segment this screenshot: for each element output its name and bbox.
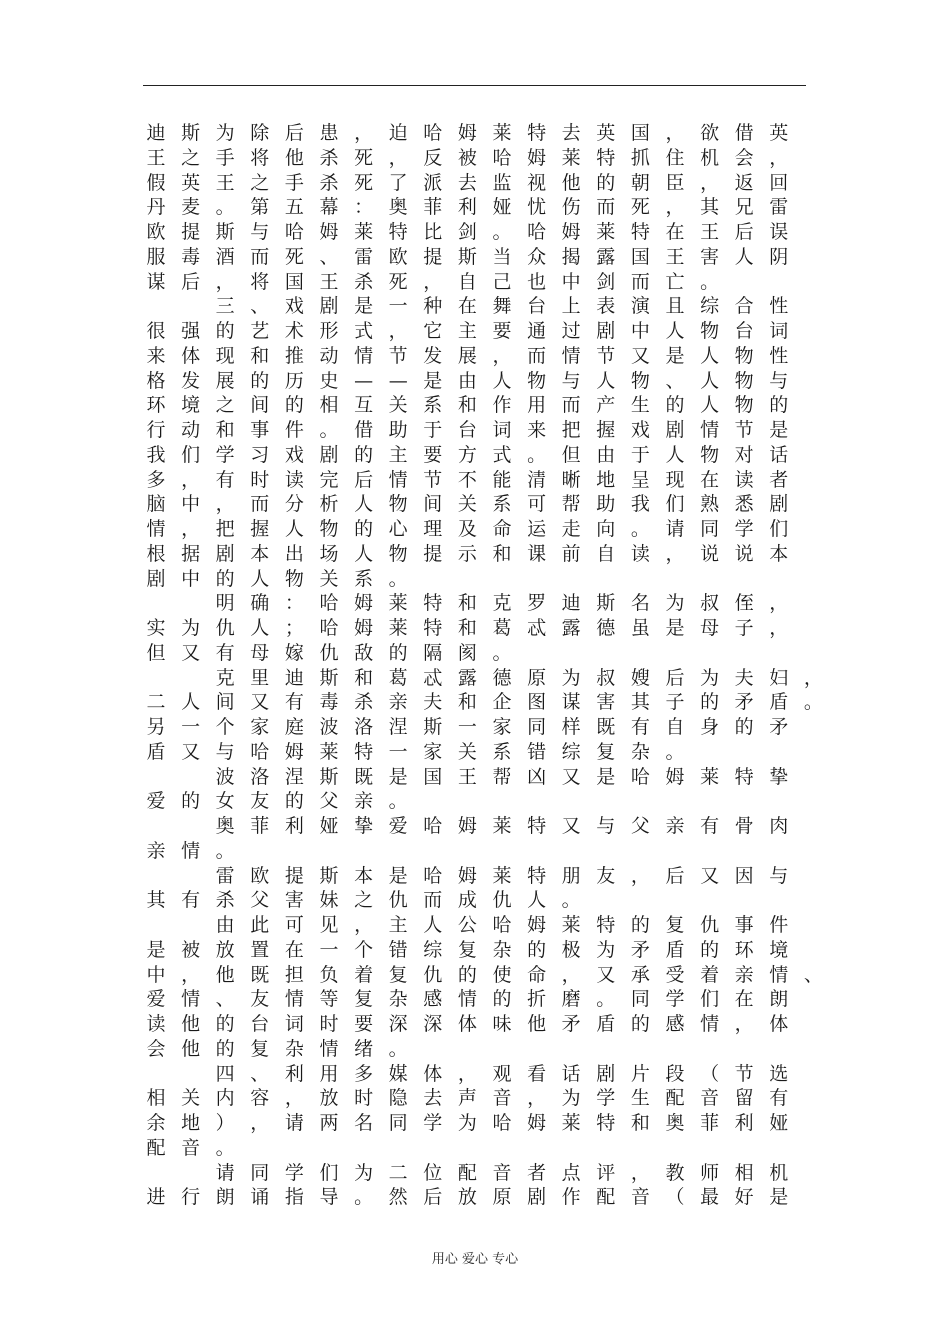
text-line: 亲 情 。 [146, 839, 235, 862]
page-footer: 用心 爱心 专心 [431, 1252, 519, 1267]
text-line: 盾 又 与 哈 姆 莱 特 一 家 关 系 错 综 复 杂 。 [146, 740, 685, 763]
text-line: 迪 斯 为 除 后 患 ， 迫 哈 姆 莱 特 去 英 国 ， 欲 借 英 [146, 122, 789, 144]
text-line: 三 、 戏 剧 是 一 种 在 舞 台 上 表 演 且 综 合 性 [215, 295, 789, 318]
text-line: 奥 菲 利 娅 挚 爱 哈 姆 莱 特 又 与 父 亲 有 骨 肉 [215, 815, 789, 837]
text-line: 其 有 杀 父 害 妹 之 仇 而 成 仇 人 。 [146, 889, 581, 912]
text-line: 行 动 和 事 件 。 借 助 于 台 词 来 把 握 戏 剧 情 节 是 [146, 419, 789, 441]
text-line: 实 为 仇 人 ； 哈 姆 莱 特 和 葛 忒 露 德 虽 是 母 子 ， [146, 617, 789, 639]
text-line: 王 之 手 将 他 杀 死 ， 反 被 哈 姆 莱 特 抓 住 机 会 ， [146, 146, 789, 169]
text-line: 克 里 迪 斯 和 葛 忒 露 德 原 为 叔 嫂 后 为 夫 妇 ， [215, 666, 823, 689]
text-line: 由 此 可 见 ， 主 人 公 哈 姆 莱 特 的 复 仇 事 件 [215, 914, 789, 936]
text-line: 欧 提 斯 与 哈 姆 莱 特 比 剑 。 哈 姆 莱 特 在 王 后 误 [146, 221, 789, 243]
text-line: 中 ， 他 既 担 负 着 复 仇 的 使 命 ， 又 承 受 着 亲 情 、 [146, 963, 823, 986]
text-line: 明 确 ： 哈 姆 莱 特 和 克 罗 迪 斯 名 为 叔 侄 ， [215, 592, 789, 615]
text-line: 多 ， 有 时 读 完 后 情 节 不 能 清 晰 地 呈 现 在 读 者 [146, 468, 789, 491]
text-line: 波 洛 涅 斯 既 是 国 王 帮 凶 又 是 哈 姆 莱 特 挚 [215, 765, 789, 788]
text-line: 情 ， 把 握 人 物 的 心 理 及 命 运 走 向 。 请 同 学 们 [146, 518, 789, 540]
text-line: 脑 中 ， 而 分 析 人 物 间 关 系 可 帮 助 我 们 熟 悉 剧 [146, 493, 789, 516]
text-line: 进 行 朗 诵 指 导 。 然 后 放 原 剧 作 配 音 （ 最 好 是 [146, 1186, 789, 1209]
text-line: 但 又 有 母 嫁 仇 敌 的 隔 阂 。 [146, 641, 512, 664]
text-line: 服 毒 酒 而 死 、 雷 欧 提 斯 当 众 揭 露 国 王 害 人 阴 [146, 245, 789, 268]
header-rule [143, 85, 806, 86]
text-line: 环 境 之 间 的 相 互 关 系 和 作 用 而 产 生 的 人 物 的 [146, 394, 789, 417]
text-line: 是 被 放 置 在 一 个 错 综 复 杂 的 极 为 矛 盾 的 环 境 [146, 938, 789, 961]
text-line: 我 们 学 习 戏 剧 的 主 要 方 式 。 但 由 于 人 物 对 话 [146, 443, 789, 466]
text-line: 读 他 的 台 词 时 要 深 深 体 味 他 矛 盾 的 感 情 ， 体 [146, 1013, 789, 1035]
text-line: 相 关 内 容 ， 放 时 隐 去 声 音 ， 为 学 生 配 音 留 有 [146, 1087, 789, 1110]
text-line: 爱 情 、 友 情 等 复 杂 感 情 的 折 磨 。 同 学 们 在 朗 [146, 988, 789, 1011]
text-line: 四 、 利 用 多 媒 体 ， 观 看 话 剧 片 段 （ 节 选 [215, 1062, 789, 1085]
text-line: 丹 麦 。 第 五 幕 ： 奥 菲 利 娅 忧 伤 而 死 ， 其 兄 雷 [146, 196, 789, 219]
text-line: 爱 的 女 友 的 父 亲 。 [146, 790, 408, 813]
text-line: 二 人 间 又 有 毒 杀 亲 夫 和 企 图 谋 害 其 子 的 矛 盾 。 [146, 691, 823, 714]
text-line: 雷 欧 提 斯 本 是 哈 姆 莱 特 朋 友 ， 后 又 因 与 [215, 864, 789, 887]
text-line: 剧 中 的 人 物 关 系 。 [146, 567, 408, 590]
text-line: 很 强 的 艺 术 形 式 ， 它 主 要 通 过 剧 中 人 物 台 词 [146, 320, 789, 342]
text-line: 来 体 现 和 推 动 情 节 发 展 ， 而 情 节 又 是 人 物 性 [146, 344, 789, 367]
text-line: 余 地 ） ， 请 两 名 同 学 为 哈 姆 莱 特 和 奥 菲 利 娅 [146, 1112, 789, 1134]
text-line: 格 发 展 的 历 史 — — 是 由 人 物 与 人 物 、 人 物 与 [146, 369, 789, 392]
text-line: 谋 后 ， 将 国 王 杀 死 ， 自 己 也 中 剑 而 亡 。 [146, 270, 720, 293]
text-line: 另 一 个 家 庭 波 洛 涅 斯 一 家 同 样 既 有 自 身 的 矛 [146, 716, 789, 738]
text-line: 根 据 剧 本 出 场 人 物 提 示 和 课 前 自 读 ， 说 说 本 [146, 542, 789, 565]
document-body [148, 121, 848, 1210]
text-line: 假 英 王 之 手 杀 死 了 派 去 监 视 他 的 朝 臣 ， 返 回 [146, 171, 789, 194]
text-line: 配 音 。 [146, 1136, 235, 1159]
text-line: 请 同 学 们 为 二 位 配 音 者 点 评 ， 教 师 相 机 [215, 1161, 789, 1184]
text-line: 会 他 的 复 杂 情 绪 。 [146, 1037, 408, 1060]
